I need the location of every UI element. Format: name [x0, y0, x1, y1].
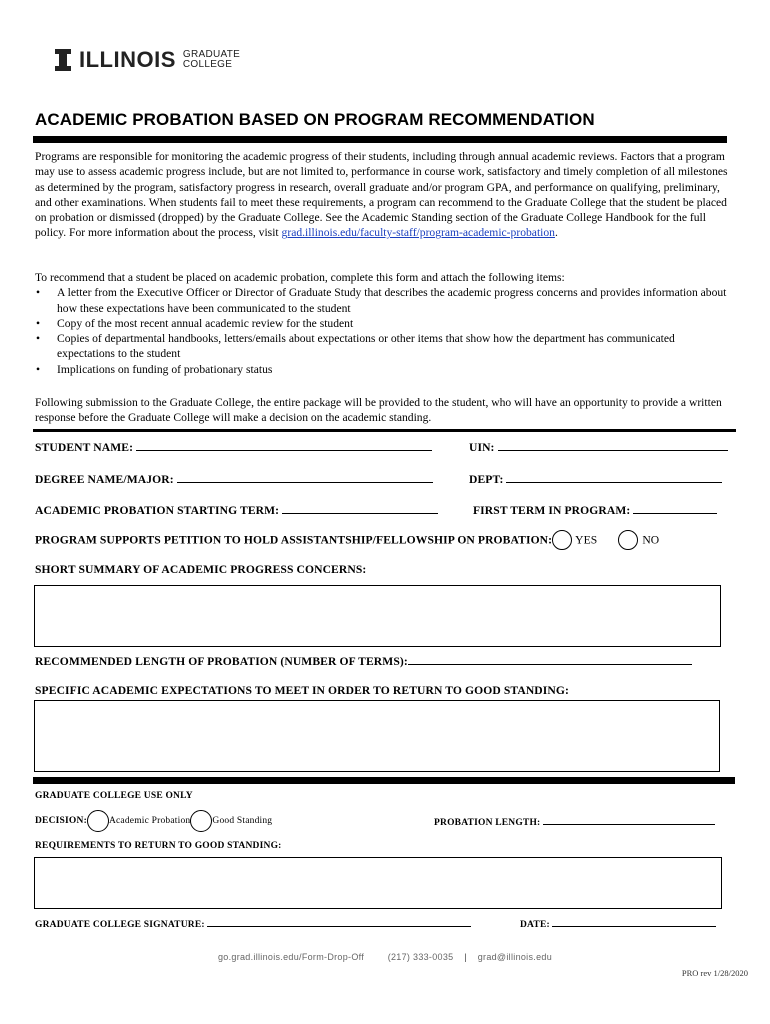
list-item: • A letter from the Executive Officer or Director of Graduate Study that describes the academic progress concerns and provides information about how these expectations have been communicated to the student: [35, 285, 731, 316]
instructions-lead: To recommend that a student be placed on academic probation, complete this form and attach the following items:: [35, 271, 565, 284]
decision-row: DECISION: Academic Probation Good Standing: [35, 810, 272, 832]
summary-label: SHORT SUMMARY OF ACADEMIC PROGRESS CONCERNS:: [35, 563, 367, 576]
following-paragraph: Following submission to the Graduate College, the entire package will be provided to the student, who will have an opportunity to provide a written response before the Graduate College will make a decision on the academic standing.: [35, 396, 722, 425]
first-term-field[interactable]: FIRST TERM IN PROGRAM:: [473, 503, 717, 517]
probation-length-field[interactable]: RECOMMENDED LENGTH OF PROBATION (NUMBER OF TERMS):: [35, 654, 692, 668]
footer-contact: [0, 952, 770, 962]
probation-length-office-field[interactable]: PROBATION LENGTH:: [434, 816, 715, 828]
dept-field[interactable]: DEPT:: [469, 472, 722, 486]
list-item: • Implications on funding of probationary status: [35, 362, 731, 377]
good-standing-radio[interactable]: [190, 810, 212, 832]
revision-note: PRO rev 1/28/2020: [681, 968, 748, 978]
summary-textbox[interactable]: [34, 585, 721, 647]
footer-divider: |: [464, 952, 467, 962]
expectations-label: SPECIFIC ACADEMIC EXPECTATIONS TO MEET IN ORDER TO RETURN TO GOOD STANDING:: [35, 684, 569, 697]
signature-field[interactable]: GRADUATE COLLEGE SIGNATURE:: [35, 918, 471, 930]
policy-link[interactable]: grad.illinois.edu/faculty-staff/program-academic-probation: [281, 226, 555, 240]
requirements-textbox[interactable]: [34, 857, 722, 909]
probation-radio[interactable]: [87, 810, 109, 832]
attachment-list: [35, 285, 731, 377]
expectations-textbox[interactable]: [34, 700, 720, 772]
list-item: • Copies of departmental handbooks, letters/emails about expectations or other items that show how the department has communicated expectations to the student: [35, 331, 731, 362]
intro-paragraph: Programs are responsible for monitoring the academic progress of their students, including through annual academic reviews. Factors that a program may use to assess academic progress include, but are not limited to, performance in course work, satisfactory and timely completion of all milestones as determined by the program, satisfactory progress in research, overall graduate and/or program GPA, and performance on qualifying, preliminary, and other examinations. When students fail to meet these requirements, a program can recommend to the Graduate College that the student be placed on probation or dismissed (dropped) by the Graduate College. See the Academic Standing section of the Graduate College Handbook for the full policy. For more information about the process, visit grad.illinois.edu/faculty-staff/program-academic-probation.: [35, 150, 728, 240]
logo-subtitle: GRADUATE COLLEGE: [182, 49, 241, 70]
office-use-heading: GRADUATE COLLEGE USE ONLY: [35, 791, 193, 801]
footer-email[interactable]: grad@illinois.edu: [477, 952, 552, 962]
page-title: ACADEMIC PROBATION BASED ON PROGRAM RECOMMENDATION: [35, 110, 595, 129]
uin-field[interactable]: UIN:: [469, 440, 728, 454]
student-name-field[interactable]: STUDENT NAME:: [35, 440, 432, 454]
footer-url[interactable]: go.grad.illinois.edu/Form-Drop-Off: [217, 952, 365, 962]
list-item: • Copy of the most recent annual academic review for the student: [35, 316, 731, 331]
section-rule: [33, 429, 736, 432]
degree-field[interactable]: DEGREE NAME/MAJOR:: [35, 472, 433, 486]
footer-phone: (217) 333-0035: [387, 952, 454, 962]
starting-term-field[interactable]: ACADEMIC PROBATION STARTING TERM:: [35, 503, 438, 517]
no-radio[interactable]: [618, 530, 638, 550]
instructions: [35, 270, 731, 377]
yes-radio[interactable]: [552, 530, 572, 550]
date-field[interactable]: DATE:: [520, 918, 716, 930]
illinois-logo: [55, 47, 240, 73]
office-rule: [33, 777, 735, 784]
title-rule: [33, 136, 727, 143]
logo-wordmark: ILLINOIS: [79, 47, 176, 72]
block-i-icon: [55, 49, 71, 71]
requirements-label: REQUIREMENTS TO RETURN TO GOOD STANDING:: [35, 841, 282, 851]
support-petition-row: PROGRAM SUPPORTS PETITION TO HOLD ASSISTANTSHIP/FELLOWSHIP ON PROBATION: YES NO: [35, 530, 659, 550]
